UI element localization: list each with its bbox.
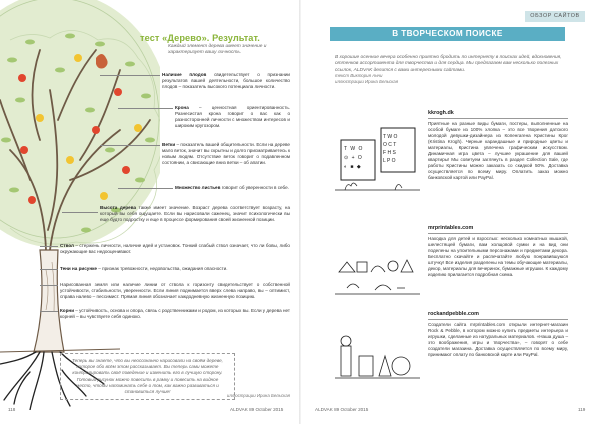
page-intro: Каждый элемент дерева имеет значение и характеризует вашу личность. <box>168 44 267 56</box>
svg-text:O C T: O C T <box>383 142 397 148</box>
credit-illustrations: иллюстрации Ирина Бельская <box>335 79 399 84</box>
site-title[interactable]: mrprintables.com <box>428 225 474 231</box>
paper-toys-illustration <box>335 232 420 302</box>
item-text: – стержень личности, наличие идей и установок. Тонкий слабый ствол означает, что ли бовы, либо окружающие вас недооценивают. <box>60 243 290 255</box>
item-text: также имеет значение. Возраст дерева соответствует возрасту, на который вы себя ощущаете. Если вы нарисовали саженец, значит психологически вы еще будто подростку и еще в процессе формирования своей жизненной позиции. <box>100 205 290 223</box>
item-branches <box>162 142 290 166</box>
poster-illustration <box>335 110 420 202</box>
site-divider <box>428 233 568 234</box>
magazine-folio-left: ALDVAK 89 October 2015 <box>230 407 284 412</box>
leader-line <box>118 108 173 109</box>
item-text: – признак тревожности, недовольства, ожидания опасности. <box>96 266 228 271</box>
credit-text: текст Виктория Анни <box>335 73 383 78</box>
item-text: – устойчивость, основа и опора, связь с родственниками и родом, из которых вы. Если у дерева нет корней – вы чувствуете себя одиноко. <box>60 308 290 320</box>
item-fruits <box>162 72 290 90</box>
item-text: свидетельствует о признании результатов вашей деятельности, большое количество плодов – показатель высокого потенциала личности. <box>162 72 290 90</box>
leader-line <box>62 212 98 213</box>
svg-text:T W O: T W O <box>344 146 364 152</box>
magazine-folio-right: ALDVAK 89 October 2015 <box>315 407 369 412</box>
conclusion-quote: Теперь вы знаете, что вы неосознанно нарисовали на своём дереве, которое обо всём этом рассказывает. Вы теперь сами можете контролировать своё поведение и изменить его в лучшую сторону. Готовый рисунок можно повесить в рамку и повесить на видное место, чтобы напоминать себе о том, как важно развиваться и становиться лучше! <box>60 353 235 400</box>
item-crown <box>175 105 290 129</box>
site-description: Находка для детей и взрослых: несколько комнатных мышкой, шелестящей бумаги, вам холщовой сумки и на вид они поделены на упоительными персонажами и предметами декора. Бесплатно скачайте и распечатайте любую понравившуюся штучку! Все изделия разделены на темы обучающие материалы, декор, материалы для вечеринок, бумажные игрушки. К каждому изделию прилагается подробная схема. <box>428 236 568 278</box>
svg-text:L P O: L P O <box>383 158 396 164</box>
site-divider <box>428 118 568 119</box>
site-description: Создатели сайта mrprintables.com открыли интернет-магазин Rock & Pebble, в котором можно купить предметы интерьера и игрушки, сделанные из натуральных материалов. «Наша душа – это воображения, игры и творчества», – говорят о себе создатели магазина. Доставка осуществляется по всему миру, принимают оплату по банковской карте или PayPal. <box>428 322 568 358</box>
leader-line <box>40 311 58 312</box>
site-description: Приятные на разные виды бумаги, постеры, выполненные на особой бумаге из 100% хлопка – это все творения датского молодой девушки-дизайнера из Копенгагена Кристины Крог (Kristina Krogh). Черные карандашные и природные цветы и материалы, Кристина увлечена графическим искусством. Динамичная игра цвета – лучшее украшение для вашей квартиры! Мы советуем заглянуть в раздел Collection Sale, где работы Кристины можно заказать со скидкой 50%. Доставка осуществляется по всему миру. Оплатить заказ можно банковской картой или PayPal. <box>428 121 568 181</box>
leader-line <box>40 269 58 270</box>
item-label: Ветки <box>162 142 176 147</box>
item-text: – показатель вашей общительности. Если на дереве мало веток, значит вы скрытны и долго присматриваетесь к новым людям. Отсутствие веток говорит о подавленном состоянии, а свисающие вниз ветки – об апатии. <box>162 142 290 166</box>
leader-line <box>100 145 160 146</box>
svg-text:⊙ + O: ⊙ + O <box>344 155 363 161</box>
page-gutter <box>299 0 301 424</box>
item-ground <box>60 282 290 300</box>
section-tab: ОБЗОР САЙТОВ <box>525 11 585 22</box>
item-text: – ценностная ориентированность. Разнесистая крона говорит о вас как о разносторонней личности с множеством интересов и широким кругозором. <box>175 105 290 129</box>
right-intro: В хорошие осенние вечера особенно приятно бродить по интернету в поисках идей, вдохновения, оттенков ассортимента для творчества и для сердца. Мы предлагаем вам несколько полезных ссылок, ALDVAK делится с вами интересными сайтами. <box>335 55 562 73</box>
item-label: Наличие плодов <box>162 72 207 77</box>
wooden-toys-illustration <box>335 326 420 396</box>
svg-text:F H S: F H S <box>383 150 396 156</box>
leader-line <box>40 285 58 286</box>
item-label: Высота дерева <box>100 205 137 210</box>
illustration-credit: иллюстрации Ирина Бельская <box>226 393 290 398</box>
site-divider <box>428 319 568 320</box>
item-label: Тени на рисунке <box>60 266 97 271</box>
item-shadows <box>60 266 290 272</box>
leader-line <box>118 188 173 189</box>
svg-text:◐ ■ ◆: ◐ ■ ◆ <box>344 164 362 170</box>
site-title[interactable]: kkrogh.dk <box>428 110 454 116</box>
item-roots <box>60 308 290 320</box>
item-trunk <box>60 243 290 255</box>
page-number-left: 118 <box>8 407 16 412</box>
item-text: Нарисованная земля или наличие линии от ствола к горизонту свидетельствует о собственной устойчивости, стабильности, уверенности. Если линия поднимается вверх слева направо, вы – оптимист, справа налево – пессимист. Прямая линия обозначает каждодневную жизненную позицию. <box>60 282 290 300</box>
item-leaves <box>175 185 290 191</box>
item-label: Множество листьев <box>175 185 221 190</box>
section-banner: В ТВОРЧЕСКОМ ПОИСКЕ <box>330 27 565 41</box>
svg-text:T W O: T W O <box>383 134 398 140</box>
site-title[interactable]: rockandpebble.com <box>428 311 479 317</box>
item-height <box>100 205 290 223</box>
leader-line <box>100 75 160 76</box>
page-title: тест «Дерево». Результат. <box>140 33 260 43</box>
leader-line <box>40 246 58 247</box>
item-label: Корни <box>60 308 75 313</box>
item-label: Ствол <box>60 243 74 248</box>
item-label: Крона <box>175 105 189 110</box>
item-text: говорит об уверенности в себе. <box>220 185 289 190</box>
right-credit <box>335 73 495 85</box>
page-number-right: 119 <box>578 407 586 412</box>
